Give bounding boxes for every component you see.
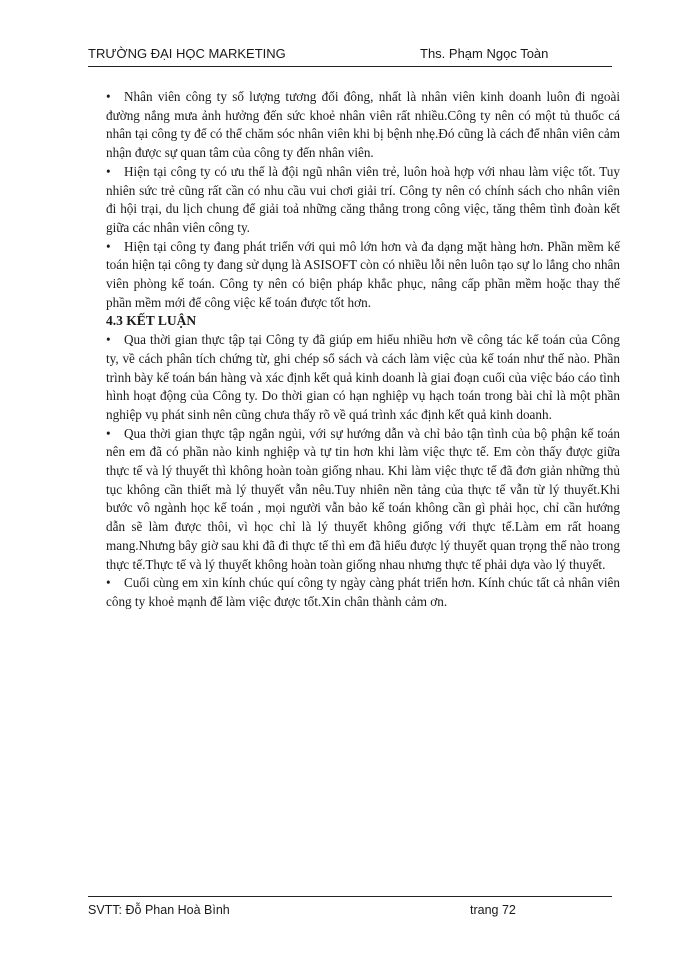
paragraph-text: Nhân viên công ty số lượng tương đối đông, nhất là nhân viên kinh doanh luôn đi ngoài đường nắng mưa ảnh hưởng đến sức khoẻ nhân viên rất nhiều.Công ty nên có một tủ thuốc cá nhân tại công ty để có thể chăm sóc nhân viên khi bị bệnh nhẹ.Đó cũng là cách để nhân viên cảm nhận được sự quan tâm của công ty đến nhân viên.: [106, 89, 620, 161]
bullet-paragraph: [106, 238, 620, 313]
paragraph-text: Hiện tại công ty đang phát triển với qui mô lớn hơn và đa dạng mặt hàng hơn. Phần mềm kế toán hiện tại công ty đang sử dụng là ASISOFT còn có nhiều lỗi nên luôn tạo sự lo lắng cho nhân viên phòng kế toán. Công ty nên có biện pháp khắc phục, nâng cấp phần mềm hoặc thay thế phần mềm mới để công việc kế toán được tốt hơn.: [106, 238, 620, 310]
footer-page-number: trang 72: [470, 903, 516, 917]
bullet-paragraph: [106, 331, 620, 425]
paragraph-text: Qua thời gian thực tập ngắn ngủi, với sự hướng dẫn và chỉ bảo tận tình của bộ phận kế toán nên em đã có phần nào kinh nghiệp và tự tin hơn khi làm việc thực tế. Em còn thấy được giữa thực tế và lý thuyết thì không hoàn toàn giống nhau. Khi làm việc thực tế đã đơn giản những thủ tục không cần thiết mà lý thuyết vẫn nêu.Tuy nhiên nền tảng của thực tế vẫn từ lý thuyết.Khi bước vô ngành học kế toán , mọi người vẫn bảo kế toán không cần gì phải học, chỉ cần hướng dẫn sẽ làm được thôi, vì học chỉ là lý thuyết không giống với thực tế.Làm em rất hoang mang.Nhưng bây giờ sau khi đã đi thực tế thì em đã hiểu được lý thuyết quan trọng thế nào trong thực tế.Thực tế và lý thuyết không hoàn toàn giống nhau nhưng thực tế phải dựa vào lý thuyết.: [106, 425, 620, 572]
bullet-icon: •: [106, 163, 111, 179]
bullet-icon: •: [106, 332, 111, 348]
page-body: [106, 88, 620, 612]
bullet-icon: •: [106, 575, 111, 591]
section-heading: 4.3 KẾT LUẬN: [106, 313, 197, 329]
header-school-name: TRƯỜNG ĐẠI HỌC MARKETING: [88, 46, 286, 61]
paragraph-text: Hiện tại công ty có ưu thế là đội ngũ nhân viên trẻ, luôn hoà hợp với nhau làm việc tốt. Tuy nhiên sức trẻ cũng rất cần có nhu cầu vui chơi giải trí. Công ty nên có chính sách cho nhân viên đi hội trại, du lịch chung để giải toả những căng thẳng trong công việc, tăng thêm tình đoàn kết giữa các nhân viên công ty.: [106, 163, 620, 235]
bullet-paragraph: [106, 425, 620, 575]
bullet-icon: •: [106, 89, 111, 104]
page-footer: [88, 896, 612, 927]
header-instructor-name: Ths. Phạm Ngọc Toàn: [420, 46, 549, 61]
bullet-paragraph: [106, 88, 620, 163]
bullet-paragraph: [106, 574, 620, 611]
footer-student-name: SVTT: Đỗ Phan Hoà Bình: [88, 903, 230, 917]
page-header: [88, 44, 612, 67]
bullet-paragraph: [106, 163, 620, 238]
bullet-icon: •: [106, 238, 111, 254]
paragraph-text: Cuối cùng em xin kính chúc quí công ty ngày càng phát triển hơn. Kính chúc tất cả nhân viên công ty khoẻ mạnh để làm việc được tốt.Xin chân thành cảm ơn.: [106, 575, 620, 609]
paragraph-text: Qua thời gian thực tập tại Công ty đã giúp em hiểu nhiều hơn về công tác kế toán của Công ty, về cách phân tích chứng từ, ghi chép sổ sách và cách làm việc của kế toán như thế nào. Phần trình bày kế toán bán hàng và xác định kết quả kinh doanh là giai đoạn cuối của việc báo cáo tình hình hoạt động của Công ty. Do thời gian có hạn nghiệp vụ hạch toán trong bài chỉ là một phần nghiệp vụ phát sinh nên cũng chưa thấy rõ về quá trình xác định kết quả kinh doanh.: [106, 332, 620, 422]
bullet-icon: •: [106, 425, 111, 441]
